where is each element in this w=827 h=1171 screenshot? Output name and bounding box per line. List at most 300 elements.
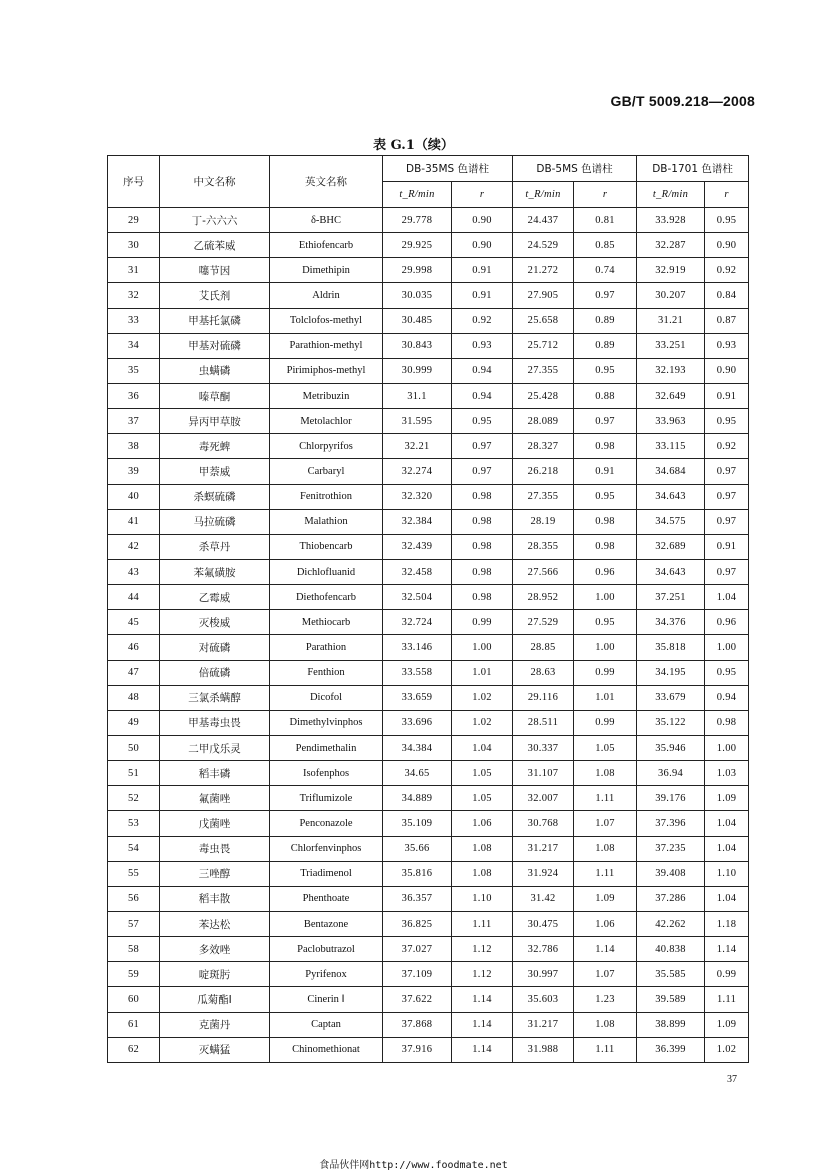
cell-seq: 29 — [108, 208, 160, 233]
cell-db5-tr: 31.107 — [513, 761, 574, 786]
cell-db1701-r: 1.04 — [705, 886, 749, 911]
cell-db5-tr: 32.786 — [513, 937, 574, 962]
cell-db35-tr: 37.027 — [383, 937, 452, 962]
cell-db5-tr: 27.566 — [513, 559, 574, 584]
cell-en-name: Dicofol — [270, 685, 383, 710]
cell-seq: 53 — [108, 811, 160, 836]
cell-db35-r: 0.98 — [452, 509, 513, 534]
cell-db35-r: 1.04 — [452, 735, 513, 760]
cell-seq: 42 — [108, 534, 160, 559]
cell-db5-r: 1.14 — [574, 937, 637, 962]
cell-cn-name: 噻节因 — [160, 258, 270, 283]
cell-db5-r: 0.97 — [574, 283, 637, 308]
cell-cn-name: 灭螨猛 — [160, 1037, 270, 1062]
cell-en-name: Phenthoate — [270, 886, 383, 911]
cell-seq: 52 — [108, 786, 160, 811]
cell-db1701-tr: 33.679 — [637, 685, 705, 710]
cell-db35-tr: 34.65 — [383, 761, 452, 786]
cell-db5-tr: 25.428 — [513, 383, 574, 408]
cell-cn-name: 苯达松 — [160, 911, 270, 936]
cell-db1701-tr: 35.585 — [637, 962, 705, 987]
cell-db1701-tr: 33.928 — [637, 208, 705, 233]
cell-en-name: Fenthion — [270, 660, 383, 685]
cell-seq: 48 — [108, 685, 160, 710]
cell-db35-r: 1.14 — [452, 1012, 513, 1037]
cell-db5-r: 0.74 — [574, 258, 637, 283]
table-row — [108, 333, 749, 358]
cell-cn-name: 甲萘威 — [160, 459, 270, 484]
cell-db1701-r: 0.95 — [705, 660, 749, 685]
cell-db35-tr: 34.384 — [383, 735, 452, 760]
cell-db5-r: 1.11 — [574, 786, 637, 811]
cell-db5-r: 1.23 — [574, 987, 637, 1012]
cell-db35-tr: 31.1 — [383, 383, 452, 408]
cell-en-name: Dimethylvinphos — [270, 710, 383, 735]
cell-db35-tr: 36.825 — [383, 911, 452, 936]
header-en-name: 英文名称 — [270, 156, 383, 208]
cell-cn-name: 艾氏剂 — [160, 283, 270, 308]
standard-code: GB/T 5009.218—2008 — [610, 93, 755, 109]
cell-db35-r: 1.14 — [452, 987, 513, 1012]
cell-db1701-tr: 35.946 — [637, 735, 705, 760]
cell-db5-tr: 30.997 — [513, 962, 574, 987]
cell-db5-tr: 30.768 — [513, 811, 574, 836]
table-row — [108, 786, 749, 811]
cell-db1701-r: 1.14 — [705, 937, 749, 962]
cell-db1701-tr: 38.899 — [637, 1012, 705, 1037]
table-row — [108, 208, 749, 233]
table-row — [108, 811, 749, 836]
header-cn-name: 中文名称 — [160, 156, 270, 208]
cell-db35-r: 0.91 — [452, 283, 513, 308]
cell-db5-r: 1.07 — [574, 811, 637, 836]
cell-db35-tr: 30.035 — [383, 283, 452, 308]
cell-cn-name: 倍硫磷 — [160, 660, 270, 685]
data-table — [107, 155, 749, 1063]
cell-db35-tr: 29.925 — [383, 233, 452, 258]
cell-cn-name: 氟菌唑 — [160, 786, 270, 811]
cell-en-name: Triflumizole — [270, 786, 383, 811]
cell-db5-r: 1.11 — [574, 861, 637, 886]
cell-db35-r: 0.98 — [452, 534, 513, 559]
table-row — [108, 635, 749, 660]
cell-db35-tr: 37.868 — [383, 1012, 452, 1037]
cell-db1701-tr: 36.399 — [637, 1037, 705, 1062]
cell-cn-name: 杀螟硫磷 — [160, 484, 270, 509]
cell-db5-tr: 28.355 — [513, 534, 574, 559]
table-row — [108, 585, 749, 610]
cell-seq: 54 — [108, 836, 160, 861]
cell-db5-r: 0.95 — [574, 358, 637, 383]
cell-db35-r: 0.93 — [452, 333, 513, 358]
cell-db5-tr: 27.905 — [513, 283, 574, 308]
cell-cn-name: 嗪草酮 — [160, 383, 270, 408]
cell-db35-r: 0.99 — [452, 610, 513, 635]
table-row — [108, 685, 749, 710]
cell-db5-tr: 25.712 — [513, 333, 574, 358]
cell-seq: 56 — [108, 886, 160, 911]
header-tr-db1701: t_R/min — [637, 182, 705, 208]
cell-cn-name: 马拉硫磷 — [160, 509, 270, 534]
cell-db1701-tr: 37.396 — [637, 811, 705, 836]
cell-en-name: Chlorpyrifos — [270, 434, 383, 459]
cell-seq: 39 — [108, 459, 160, 484]
cell-db1701-tr: 34.575 — [637, 509, 705, 534]
cell-en-name: Methiocarb — [270, 610, 383, 635]
cell-db1701-r: 0.90 — [705, 233, 749, 258]
header-col-db5: DB-5MS 色谱柱 — [513, 156, 637, 182]
cell-db5-tr: 31.924 — [513, 861, 574, 886]
table-row — [108, 233, 749, 258]
cell-db5-r: 1.08 — [574, 761, 637, 786]
cell-seq: 36 — [108, 383, 160, 408]
cell-db35-tr: 32.458 — [383, 559, 452, 584]
cell-db1701-tr: 35.122 — [637, 710, 705, 735]
cell-cn-name: 毒虫畏 — [160, 836, 270, 861]
cell-db35-r: 1.08 — [452, 861, 513, 886]
cell-db5-tr: 31.217 — [513, 1012, 574, 1037]
cell-db1701-tr: 39.408 — [637, 861, 705, 886]
cell-en-name: Parathion-methyl — [270, 333, 383, 358]
cell-cn-name: 多效唑 — [160, 937, 270, 962]
cell-db35-tr: 32.384 — [383, 509, 452, 534]
cell-db35-tr: 32.439 — [383, 534, 452, 559]
cell-en-name: Chlorfenvinphos — [270, 836, 383, 861]
cell-db1701-r: 0.87 — [705, 308, 749, 333]
cell-db1701-tr: 34.376 — [637, 610, 705, 635]
cell-db5-tr: 35.603 — [513, 987, 574, 1012]
cell-db1701-tr: 35.818 — [637, 635, 705, 660]
cell-db35-r: 1.02 — [452, 710, 513, 735]
cell-db35-tr: 33.146 — [383, 635, 452, 660]
cell-cn-name: 灭梭威 — [160, 610, 270, 635]
cell-db35-tr: 32.21 — [383, 434, 452, 459]
cell-seq: 47 — [108, 660, 160, 685]
cell-db35-r: 0.98 — [452, 559, 513, 584]
cell-db1701-tr: 32.287 — [637, 233, 705, 258]
cell-db1701-r: 0.99 — [705, 962, 749, 987]
cell-en-name: Bentazone — [270, 911, 383, 936]
cell-db35-tr: 32.320 — [383, 484, 452, 509]
header-r-db1701: r — [705, 182, 749, 208]
header-tr-db5: t_R/min — [513, 182, 574, 208]
cell-db5-tr: 28.85 — [513, 635, 574, 660]
cell-cn-name: 戊菌唑 — [160, 811, 270, 836]
cell-db5-r: 1.09 — [574, 886, 637, 911]
cell-db35-tr: 33.696 — [383, 710, 452, 735]
cell-db35-tr: 29.998 — [383, 258, 452, 283]
cell-db1701-tr: 32.649 — [637, 383, 705, 408]
cell-seq: 60 — [108, 987, 160, 1012]
cell-db35-r: 1.02 — [452, 685, 513, 710]
cell-db5-r: 0.89 — [574, 308, 637, 333]
cell-seq: 38 — [108, 434, 160, 459]
cell-db35-r: 0.91 — [452, 258, 513, 283]
cell-db35-r: 0.94 — [452, 383, 513, 408]
cell-cn-name: 二甲戊乐灵 — [160, 735, 270, 760]
cell-db1701-r: 0.91 — [705, 534, 749, 559]
cell-db5-r: 1.06 — [574, 911, 637, 936]
cell-db1701-r: 1.09 — [705, 786, 749, 811]
table-row — [108, 886, 749, 911]
cell-db1701-r: 0.97 — [705, 484, 749, 509]
cell-db35-tr: 29.778 — [383, 208, 452, 233]
cell-seq: 31 — [108, 258, 160, 283]
page-number: 37 — [727, 1074, 737, 1085]
cell-db5-r: 0.81 — [574, 208, 637, 233]
cell-db35-r: 0.98 — [452, 484, 513, 509]
header-r-db35: r — [452, 182, 513, 208]
cell-cn-name: 甲基毒虫畏 — [160, 710, 270, 735]
cell-db1701-r: 0.96 — [705, 610, 749, 635]
cell-db1701-tr: 34.684 — [637, 459, 705, 484]
cell-db1701-r: 0.95 — [705, 409, 749, 434]
cell-db1701-tr: 33.963 — [637, 409, 705, 434]
cell-db5-r: 0.98 — [574, 434, 637, 459]
cell-db1701-tr: 37.286 — [637, 886, 705, 911]
cell-db35-r: 0.98 — [452, 585, 513, 610]
cell-cn-name: 克菌丹 — [160, 1012, 270, 1037]
cell-cn-name: 三唑醇 — [160, 861, 270, 886]
cell-db1701-r: 0.98 — [705, 710, 749, 735]
cell-db35-tr: 30.843 — [383, 333, 452, 358]
cell-en-name: δ-BHC — [270, 208, 383, 233]
cell-cn-name: 杀草丹 — [160, 534, 270, 559]
cell-cn-name: 瓜菊酯Ⅰ — [160, 987, 270, 1012]
header-col-db35: DB-35MS 色谱柱 — [383, 156, 513, 182]
cell-en-name: Pendimethalin — [270, 735, 383, 760]
cell-db35-tr: 34.889 — [383, 786, 452, 811]
cell-db35-r: 1.14 — [452, 1037, 513, 1062]
cell-db5-r: 1.11 — [574, 1037, 637, 1062]
cell-db1701-r: 1.00 — [705, 735, 749, 760]
cell-db5-r: 0.89 — [574, 333, 637, 358]
cell-db5-tr: 30.475 — [513, 911, 574, 936]
table-row — [108, 836, 749, 861]
table-row — [108, 283, 749, 308]
table-row — [108, 484, 749, 509]
cell-db1701-tr: 39.589 — [637, 987, 705, 1012]
table-row — [108, 861, 749, 886]
cell-en-name: Penconazole — [270, 811, 383, 836]
cell-db35-r: 1.11 — [452, 911, 513, 936]
cell-db1701-r: 0.92 — [705, 434, 749, 459]
table-row — [108, 383, 749, 408]
cell-seq: 32 — [108, 283, 160, 308]
header-seq: 序号 — [108, 156, 160, 208]
cell-seq: 59 — [108, 962, 160, 987]
cell-db5-tr: 27.355 — [513, 484, 574, 509]
cell-db35-tr: 32.724 — [383, 610, 452, 635]
table-row — [108, 735, 749, 760]
cell-db5-tr: 30.337 — [513, 735, 574, 760]
cell-db1701-r: 0.84 — [705, 283, 749, 308]
cell-cn-name: 乙硫苯威 — [160, 233, 270, 258]
cell-db1701-r: 0.90 — [705, 358, 749, 383]
table-row — [108, 962, 749, 987]
cell-db1701-tr: 32.919 — [637, 258, 705, 283]
cell-seq: 49 — [108, 710, 160, 735]
cell-en-name: Chinomethionat — [270, 1037, 383, 1062]
cell-en-name: Pyrifenox — [270, 962, 383, 987]
cell-db35-r: 1.12 — [452, 962, 513, 987]
cell-seq: 43 — [108, 559, 160, 584]
cell-cn-name: 苯氟磺胺 — [160, 559, 270, 584]
table-row — [108, 308, 749, 333]
cell-db5-tr: 27.529 — [513, 610, 574, 635]
cell-seq: 37 — [108, 409, 160, 434]
cell-cn-name: 稻丰散 — [160, 886, 270, 911]
cell-db1701-r: 0.93 — [705, 333, 749, 358]
cell-db5-tr: 24.529 — [513, 233, 574, 258]
cell-db5-tr: 21.272 — [513, 258, 574, 283]
cell-en-name: Tolclofos-methyl — [270, 308, 383, 333]
cell-db35-tr: 36.357 — [383, 886, 452, 911]
cell-en-name: Captan — [270, 1012, 383, 1037]
cell-en-name: Parathion — [270, 635, 383, 660]
cell-db1701-tr: 34.643 — [637, 559, 705, 584]
cell-en-name: Fenitrothion — [270, 484, 383, 509]
table-row — [108, 258, 749, 283]
cell-db1701-r: 1.09 — [705, 1012, 749, 1037]
cell-seq: 34 — [108, 333, 160, 358]
header-col-db1701: DB-1701 色谱柱 — [637, 156, 749, 182]
cell-db35-tr: 30.485 — [383, 308, 452, 333]
cell-db35-tr: 37.916 — [383, 1037, 452, 1062]
cell-db5-r: 1.07 — [574, 962, 637, 987]
cell-cn-name: 对硫磷 — [160, 635, 270, 660]
cell-db35-r: 1.08 — [452, 836, 513, 861]
cell-db35-r: 0.90 — [452, 233, 513, 258]
cell-seq: 33 — [108, 308, 160, 333]
cell-seq: 61 — [108, 1012, 160, 1037]
cell-db1701-r: 0.97 — [705, 509, 749, 534]
cell-db5-tr: 28.511 — [513, 710, 574, 735]
cell-db35-r: 0.90 — [452, 208, 513, 233]
footer-text: 食品伙伴网http://www.foodmate.net — [319, 1160, 508, 1171]
cell-db5-tr: 24.437 — [513, 208, 574, 233]
cell-db35-tr: 33.558 — [383, 660, 452, 685]
cell-db1701-tr: 33.251 — [637, 333, 705, 358]
cell-en-name: Ethiofencarb — [270, 233, 383, 258]
cell-seq: 58 — [108, 937, 160, 962]
cell-db1701-tr: 37.235 — [637, 836, 705, 861]
cell-seq: 35 — [108, 358, 160, 383]
cell-db1701-tr: 30.207 — [637, 283, 705, 308]
cell-db5-r: 0.98 — [574, 534, 637, 559]
cell-db1701-tr: 33.115 — [637, 434, 705, 459]
cell-seq: 62 — [108, 1037, 160, 1062]
cell-db35-r: 0.92 — [452, 308, 513, 333]
cell-db35-r: 1.01 — [452, 660, 513, 685]
cell-db1701-r: 0.95 — [705, 208, 749, 233]
cell-db5-tr: 32.007 — [513, 786, 574, 811]
table-row — [108, 509, 749, 534]
cell-db1701-r: 1.04 — [705, 836, 749, 861]
cell-db1701-tr: 42.262 — [637, 911, 705, 936]
cell-db35-r: 0.97 — [452, 459, 513, 484]
cell-db35-tr: 33.659 — [383, 685, 452, 710]
table-row — [108, 761, 749, 786]
cell-db5-r: 0.85 — [574, 233, 637, 258]
cell-db5-r: 1.08 — [574, 1012, 637, 1037]
table-row — [108, 710, 749, 735]
cell-en-name: Thiobencarb — [270, 534, 383, 559]
table-row — [108, 459, 749, 484]
cell-db5-tr: 25.658 — [513, 308, 574, 333]
cell-en-name: Metolachlor — [270, 409, 383, 434]
cell-en-name: Dichlofluanid — [270, 559, 383, 584]
cell-en-name: Triadimenol — [270, 861, 383, 886]
cell-db1701-r: 1.10 — [705, 861, 749, 886]
cell-db1701-r: 0.92 — [705, 258, 749, 283]
cell-db5-r: 0.99 — [574, 660, 637, 685]
table-row — [108, 1012, 749, 1037]
cell-db1701-tr: 40.838 — [637, 937, 705, 962]
cell-db5-r: 0.95 — [574, 610, 637, 635]
cell-db35-tr: 37.622 — [383, 987, 452, 1012]
cell-db5-r: 0.99 — [574, 710, 637, 735]
table-row — [108, 937, 749, 962]
cell-db5-tr: 28.952 — [513, 585, 574, 610]
cell-db1701-r: 1.04 — [705, 585, 749, 610]
cell-en-name: Aldrin — [270, 283, 383, 308]
cell-db35-tr: 30.999 — [383, 358, 452, 383]
cell-cn-name: 毒死蜱 — [160, 434, 270, 459]
cell-seq: 51 — [108, 761, 160, 786]
cell-db1701-r: 0.94 — [705, 685, 749, 710]
cell-seq: 46 — [108, 635, 160, 660]
cell-en-name: Cinerin Ⅰ — [270, 987, 383, 1012]
cell-db1701-tr: 37.251 — [637, 585, 705, 610]
cell-db35-tr: 31.595 — [383, 409, 452, 434]
cell-en-name: Malathion — [270, 509, 383, 534]
table-row — [108, 1037, 749, 1062]
cell-cn-name: 乙霉威 — [160, 585, 270, 610]
cell-db1701-r: 1.18 — [705, 911, 749, 936]
cell-db1701-tr: 36.94 — [637, 761, 705, 786]
cell-db5-r: 0.95 — [574, 484, 637, 509]
cell-cn-name: 丁-六六六 — [160, 208, 270, 233]
cell-db5-tr: 31.42 — [513, 886, 574, 911]
cell-db1701-r: 1.03 — [705, 761, 749, 786]
cell-db1701-r: 0.91 — [705, 383, 749, 408]
cell-db35-tr: 35.816 — [383, 861, 452, 886]
table-row — [108, 660, 749, 685]
cell-seq: 41 — [108, 509, 160, 534]
table-row — [108, 559, 749, 584]
cell-db35-r: 0.95 — [452, 409, 513, 434]
cell-cn-name: 三氯杀螨醇 — [160, 685, 270, 710]
cell-en-name: Dimethipin — [270, 258, 383, 283]
cell-en-name: Metribuzin — [270, 383, 383, 408]
cell-db1701-r: 0.97 — [705, 459, 749, 484]
cell-seq: 50 — [108, 735, 160, 760]
table-row — [108, 534, 749, 559]
cell-db5-tr: 27.355 — [513, 358, 574, 383]
cell-db5-r: 0.97 — [574, 409, 637, 434]
cell-db35-tr: 37.109 — [383, 962, 452, 987]
cell-en-name: Paclobutrazol — [270, 937, 383, 962]
cell-cn-name: 虫螨磷 — [160, 358, 270, 383]
cell-db5-r: 1.00 — [574, 635, 637, 660]
cell-db1701-tr: 34.643 — [637, 484, 705, 509]
cell-db1701-tr: 39.176 — [637, 786, 705, 811]
cell-db5-r: 1.00 — [574, 585, 637, 610]
cell-db5-tr: 31.217 — [513, 836, 574, 861]
cell-db35-r: 1.06 — [452, 811, 513, 836]
cell-db35-tr: 32.274 — [383, 459, 452, 484]
